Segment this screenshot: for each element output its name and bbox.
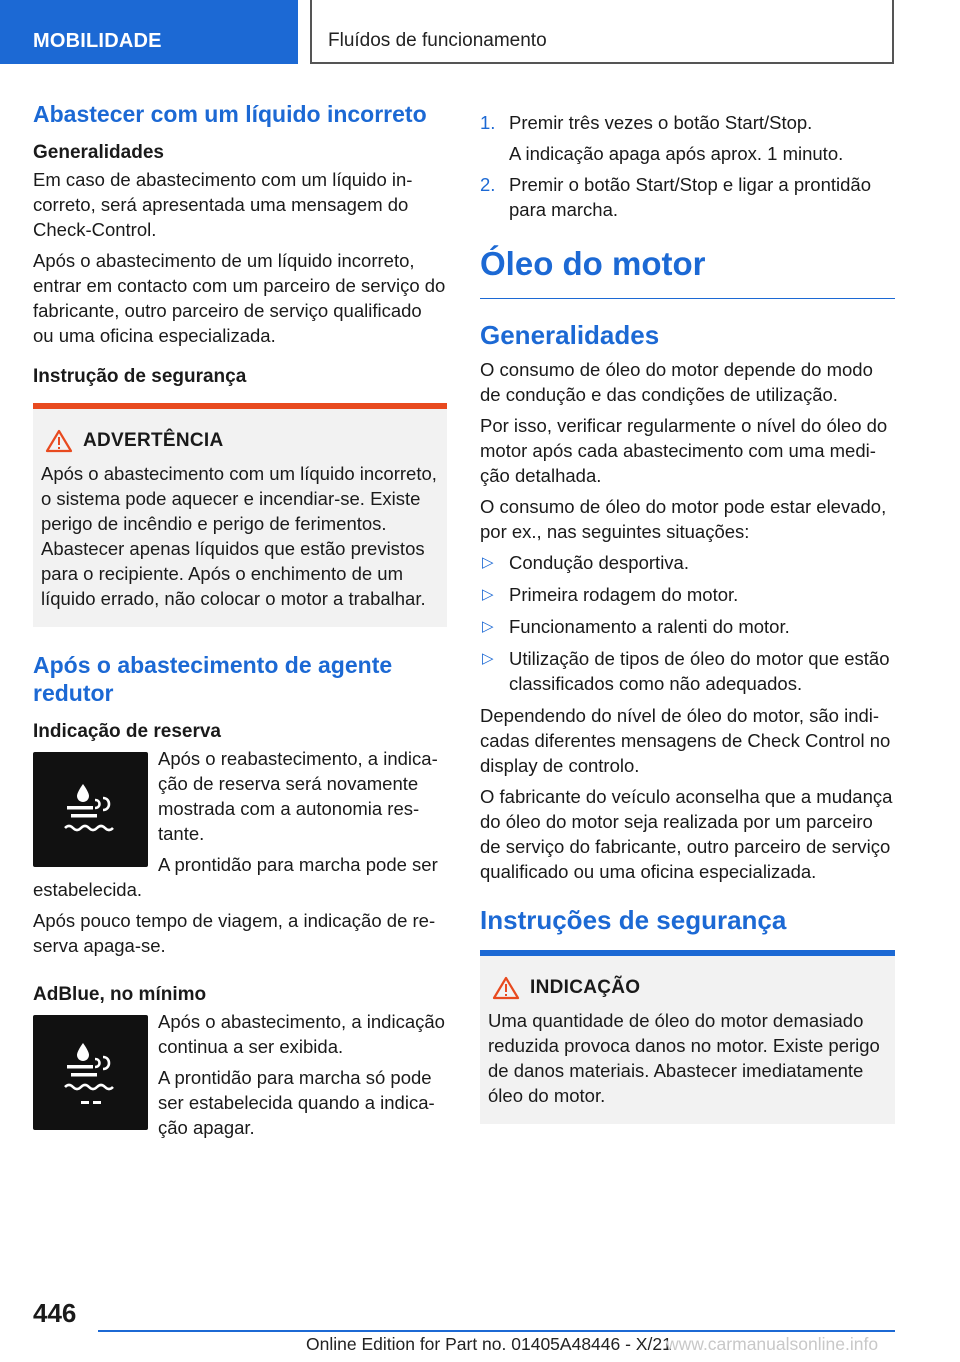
step-text: Premir três vezes o botão Start/Stop. [509,112,813,133]
paragraph: A prontidão para marcha pode ser estabelecida. [33,854,438,900]
paragraph: Após o reabastecimento, a indicação de reserva será novamente mostrada com a autonomia restante. [158,748,438,844]
paragraph: O consumo de óleo do motor depende do modo de condução e das condições de utilização. [480,359,873,405]
step-number: 1. [480,112,496,133]
note-text: Uma quantidade de óleo do motor demasiado reduzida provoca danos no motor. Existe perigo de danos materiais. Abastecer imediatamente óleo do motor. [488,1010,880,1106]
heading-after-reductant: Após o abastecimento de agente redutor [33,652,393,706]
paragraph: Após o abastecimento, a indicação continua a ser exibida. [158,1011,445,1057]
footer-divider [98,1330,895,1332]
reserve-block [33,746,447,908]
section-title: MOBILIDADE [33,30,162,52]
chapter-title: Fluídos de funcionamento [328,30,547,51]
warning-title-row [41,429,439,453]
bullet-arrow-icon: ▷ [482,650,494,667]
watermark: www.carmanualsonline.info [666,1334,879,1354]
note-title: INDICAÇÃO [530,977,641,998]
paragraph: A prontidão para marcha só pode ser estabelecida quando a indicação apagar. [158,1067,435,1138]
list-item: ▷ Primeira rodagem do motor. [482,584,739,605]
steps-list [480,110,895,222]
paragraph: O consumo de óleo do motor pode estar elevado, por ex., nas seguintes situações: [480,496,887,542]
minimum-block [33,1009,447,1146]
step-text: Premir o botão Start/Stop e ligar a prontidão para marcha. [509,174,871,220]
subheading-safety: Instrução de segurança [33,366,247,387]
section-tab [0,0,298,64]
right-column [480,108,895,1148]
subheading-general: Generalidades [33,142,164,163]
footer-edition: Online Edition for Part no. 01405A48446 - X/21 [306,1334,672,1354]
list-item: ▷ Funcionamento a ralenti do motor. [482,616,790,637]
warning-text: Após o abastecimento com um líquido incorreto, o sistema pode aquecer e incendiar-se. Existe perigo de incêndio e perigo de ferimentos. Abastecer apenas líquidos que estão previstos para o recipiente. Após o enchimento de um líquido errado, não colocar o motor a trabalhar. [41,463,437,609]
paragraph: Dependendo do nível de óleo do motor, são indicadas diferentes mensagens de Check Control no display de controlo. [480,705,891,776]
heading-safety-instructions: Instruções de segurança [480,905,787,935]
note-title-row [488,976,887,1000]
paragraph: Em caso de abastecimento com um líquido incorreto, será apresentada uma mensagem do Check-Control. [33,169,413,240]
bullet-arrow-icon: ▷ [482,554,494,571]
warning-title: ADVERTÊNCIA [83,430,224,451]
bullet-arrow-icon: ▷ [482,586,494,603]
paragraph: Por isso, verificar regularmente o nível do óleo do motor após cada abastecimento com uma medição detalhada. [480,415,888,486]
heading-general: Generalidades [480,320,660,350]
warning-triangle-icon [45,429,73,453]
heading-wrong-fluid: Abastecer com um líquido incorreto [33,101,427,127]
paragraph: Após o abastecimento de um líquido incorreto, entrar em contacto com um parceiro de serviço do fabricante, outro parceiro de serviço qualificado ou uma oficina especializada. [33,250,446,346]
paragraph: O fabricante do veículo aconselha que a mudança do óleo do motor seja realizada por um parceiro de serviço do fabricante, outro parceiro de serviço qualificado ou uma oficina especializada. [480,786,893,882]
subheading-reserve: Indicação de reserva [33,721,221,742]
list-item: ▷ Condução desportiva. [482,552,689,573]
page-number: 446 [33,1298,77,1328]
situations-list [480,550,895,696]
step-extra: A indicação apaga após aprox. 1 minuto. [509,143,844,164]
left-column [33,100,447,1146]
paragraph: Após pouco tempo de viagem, a indicação de reserva apaga-se. [33,910,436,956]
step-item [480,172,895,222]
adblue-minimum-icon [33,1015,148,1130]
list-item: ▷ Utilização de tipos de óleo do motor que estão classificados como não adequados. [482,648,890,694]
note-box [480,950,895,1124]
step-item [480,110,895,166]
heading-engine-oil: Óleo do motor [480,244,895,299]
adblue-reserve-icon [33,752,148,867]
bullet-arrow-icon: ▷ [482,618,494,635]
warning-triangle-icon [492,976,520,1000]
warning-box [33,403,447,627]
step-number: 2. [480,174,496,195]
subheading-adblue-minimum: AdBlue, no mínimo [33,984,207,1005]
chapter-tab [310,0,894,64]
